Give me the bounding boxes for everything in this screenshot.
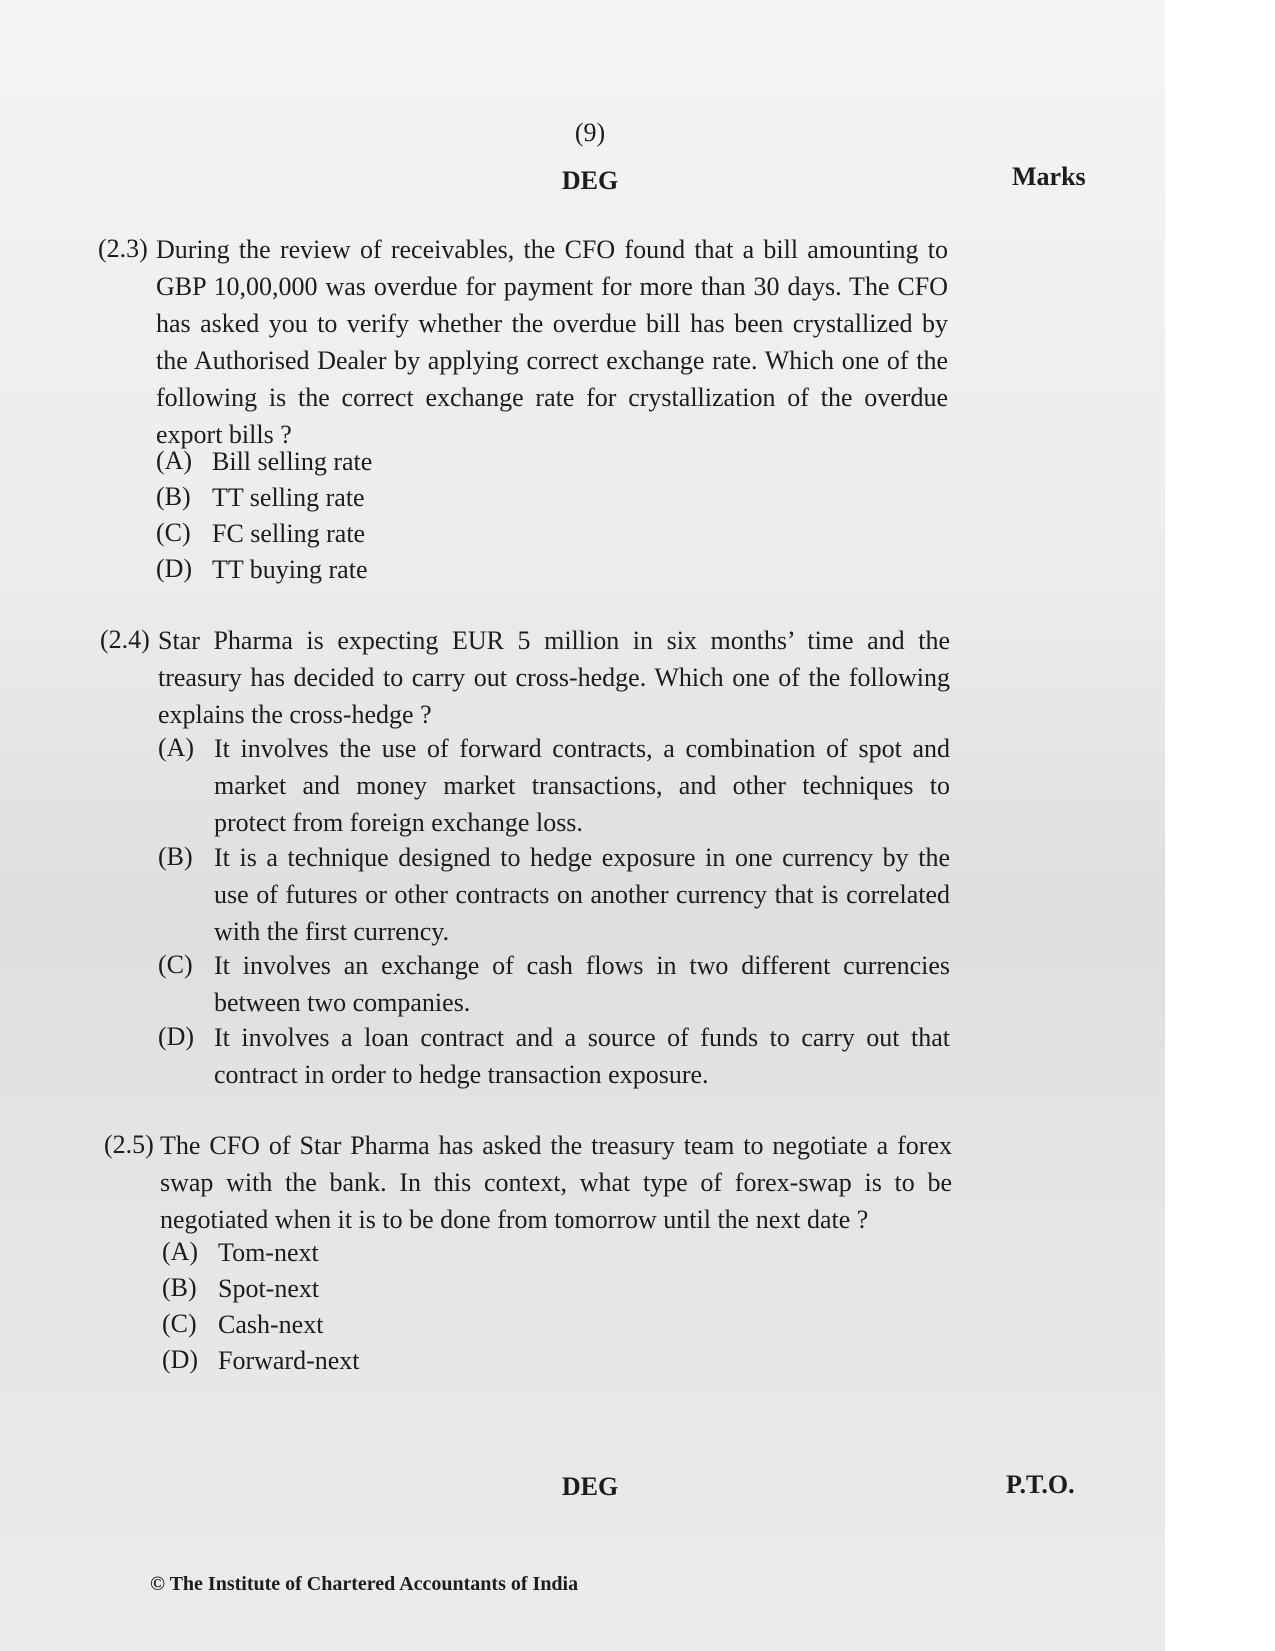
copyright-notice: © The Institute of Chartered Accountants of India (150, 1573, 579, 1595)
option-text: TT buying rate (212, 555, 368, 584)
option-label: (B) (158, 842, 193, 871)
option-text: It involves a loan contract and a source of funds to carry out that contract in order to hedge transaction exposure. (214, 1023, 950, 1089)
question-text: Star Pharma is expecting EUR 5 million in six months’ time and the treasury has decided to carry out cross-hedge. Which one of the following explains the cross-hedge ? (158, 626, 950, 729)
option-label: (D) (156, 554, 193, 583)
pto-label: P.T.O. (1006, 1470, 1075, 1499)
option-label: (C) (162, 1309, 197, 1338)
marks-heading: Marks (1012, 162, 1086, 191)
scan-margin (1165, 0, 1275, 1651)
option-label: (D) (162, 1345, 199, 1374)
option-label: (D) (158, 1022, 195, 1051)
option-text: Bill selling rate (212, 447, 373, 476)
question-text: During the review of receivables, the CFO found that a bill amounting to GBP 10,00,000 was overdue for payment for more than 30 days. The CFO has asked you to verify whether the overdue bill has been crystallized by the Authorised Dealer by applying correct exchange rate. Which one of the following is the correct exchange rate for crystallization of the overdue export bills ? (156, 235, 948, 449)
option-text: TT selling rate (212, 483, 365, 512)
option-label: (C) (156, 518, 191, 547)
option-text: Forward-next (218, 1346, 360, 1375)
option-text: Spot-next (218, 1274, 320, 1303)
option-text: It involves an exchange of cash flows in two different currencies between two companies. (214, 951, 950, 1017)
option-label: (B) (156, 482, 191, 511)
paper-code-header: DEG (561, 166, 619, 195)
option-label: (B) (162, 1273, 197, 1302)
option-text: Tom-next (218, 1238, 319, 1267)
option-text: Cash-next (218, 1310, 324, 1339)
question-number: (2.3) (98, 234, 148, 263)
option-text: FC selling rate (212, 519, 366, 548)
option-label: (A) (156, 446, 193, 475)
question-text: The CFO of Star Pharma has asked the treasury team to negotiate a forex swap with the bank. In this context, what type of forex-swap is to be negotiated when it is to be done from tomorrow until the next date ? (160, 1131, 952, 1234)
option-label: (A) (162, 1237, 199, 1266)
question-number: (2.5) (104, 1130, 154, 1159)
page-number: (9) (574, 118, 606, 147)
option-label: (C) (158, 950, 193, 979)
option-text: It involves the use of forward contracts, a combination of spot and market and money market transactions, and other techniques to protect from foreign exchange loss. (214, 734, 950, 837)
option-label: (A) (158, 733, 195, 762)
question-number: (2.4) (100, 625, 150, 654)
option-text: It is a technique designed to hedge exposure in one currency by the use of futures or other contracts on another currency that is correlated with the first currency. (214, 843, 950, 946)
paper-code-footer: DEG (561, 1472, 619, 1501)
